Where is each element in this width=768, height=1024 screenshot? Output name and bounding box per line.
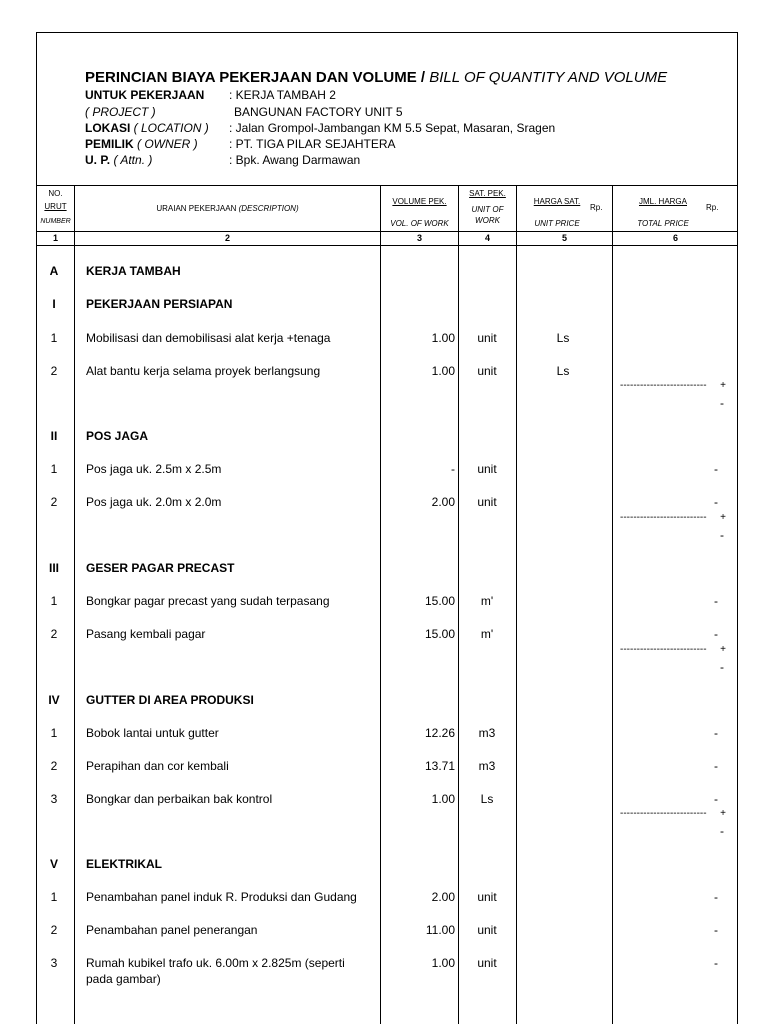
item-desc: Penambahan panel induk R. Produksi dan Gudang [86,890,357,904]
row-no: II [50,429,58,443]
section-title: PEKERJAAN PERSIAPAN [86,297,233,311]
row-no: 2 [50,364,58,378]
section-title: ELEKTRIKAL [86,857,162,871]
col-harga-rp: Rp. [590,203,603,212]
item-total: - [714,627,718,641]
item-desc: Pos jaga uk. 2.5m x 2.5m [86,462,222,476]
row-no: III [48,561,59,575]
item-unit: m3 [478,726,496,740]
subtotal-value: - [720,396,724,410]
row-no: 3 [50,956,58,970]
col-sat: SAT. PEK. [469,189,506,198]
item-unit: unit [477,923,497,937]
item-desc: Bongkar pagar precast yang sudah terpasang [86,594,330,608]
col-no-top: NO. [48,189,63,198]
col-desc: URAIAN PEKERJAAN (DESCRIPTION) [156,204,299,213]
item-volume: 1.00 [431,956,455,970]
col-index-1: 1 [52,233,58,243]
document-title: PERINCIAN BIAYA PEKERJAAN DAN VOLUME / BILL OF QUANTITY AND VOLUME [85,69,668,86]
row-no: 2 [50,627,58,641]
item-volume: 1.00 [431,331,455,345]
item-volume: 13.71 [424,759,455,773]
item-desc: Penambahan panel penerangan [86,923,258,937]
subtotal-value: - [720,528,724,542]
row-no: V [49,857,58,871]
col-index-4: 4 [484,233,490,243]
item-desc: Bobok lantai untuk gutter [86,726,219,740]
item-total: - [714,759,718,773]
item-unit: Ls [480,792,494,806]
item-unit: unit [477,331,497,345]
col-divider-2 [380,185,381,1024]
section-title: POS JAGA [86,429,149,443]
item-desc: Bongkar dan perbaikan bak kontrol [86,792,273,806]
col-index-3: 3 [416,233,422,243]
col-divider-5 [612,185,613,1024]
item-volume: 15.00 [424,627,455,641]
item-price: Ls [556,331,570,345]
section-title: GESER PAGAR PRECAST [86,561,235,575]
col-vol-en: VOL. OF WORK [390,219,449,228]
item-unit: m' [480,627,494,641]
item-price: Ls [556,364,570,378]
item-desc: Pasang kembali pagar [86,627,206,641]
col-sat-en2: WORK [475,216,500,225]
col-no-bot: NUMBER [40,218,71,225]
col-harga: HARGA SAT. [533,197,581,206]
col-divider-4 [516,185,517,1024]
item-volume: 15.00 [424,594,455,608]
item-total: - [714,495,718,509]
header-divider [36,231,738,232]
row-no: 1 [50,331,58,345]
item-total: - [714,726,718,740]
item-desc-continued: pada gambar) [86,972,161,986]
item-unit: unit [477,956,497,970]
col-index-6: 6 [672,233,678,243]
row-no: 1 [50,726,58,740]
item-unit: m3 [478,759,496,773]
item-volume: 2.00 [431,495,455,509]
col-harga-en: UNIT PRICE [534,219,580,228]
col-divider-1 [74,185,75,1024]
item-volume: 11.00 [425,923,455,937]
item-total: - [714,956,718,970]
item-volume: 12.26 [424,726,455,740]
item-total: - [714,792,718,806]
item-desc: Pos jaga uk. 2.0m x 2.0m [86,495,222,509]
col-sat-en1: UNIT OF [471,205,504,214]
item-volume: - [451,462,455,476]
item-total: - [714,923,718,937]
item-volume: 1.00 [431,792,455,806]
col-vol: VOLUME PEK. [392,197,447,206]
row-no: I [52,297,56,311]
item-unit: m' [480,594,494,608]
table-top-border [36,185,738,186]
col-divider-3 [458,185,459,1024]
item-unit: unit [477,495,497,509]
document-frame [36,32,738,1024]
subtotal-value: - [720,660,724,674]
item-unit: unit [477,890,497,904]
item-volume: 2.00 [431,890,455,904]
row-no: 2 [50,759,58,773]
row-no: 2 [50,923,58,937]
col-index-5: 5 [561,233,567,243]
item-unit: unit [477,462,497,476]
row-no: 3 [50,792,58,806]
index-divider [36,245,738,246]
col-jml-en: TOTAL PRICE [637,219,689,228]
row-no: 1 [50,594,58,608]
col-index-2: 2 [224,233,230,243]
col-jml: JML. HARGA [638,197,687,206]
item-total: - [714,594,718,608]
item-unit: unit [477,364,497,378]
item-total: - [714,462,718,476]
item-desc: Alat bantu kerja selama proyek berlangsung [86,364,321,378]
section-title: GUTTER DI AREA PRODUKSI [86,693,254,707]
col-jml-rp: Rp. [706,203,719,212]
row-no: 2 [50,495,58,509]
item-desc: Perapihan dan cor kembali [86,759,229,773]
item-total: - [714,890,718,904]
subtotal-value: - [720,824,724,838]
row-no: 1 [50,462,58,476]
row-no: A [49,264,59,278]
item-desc: Rumah kubikel trafo uk. 6.00m x 2.825m (seperti [86,956,345,970]
item-volume: 1.00 [431,364,455,378]
col-no-mid: URUT [44,202,67,211]
row-no: 1 [50,890,58,904]
section-title: KERJA TAMBAH [86,264,181,278]
item-desc: Mobilisasi dan demobilisasi alat kerja +tenaga [86,331,331,345]
row-no: IV [48,693,60,707]
